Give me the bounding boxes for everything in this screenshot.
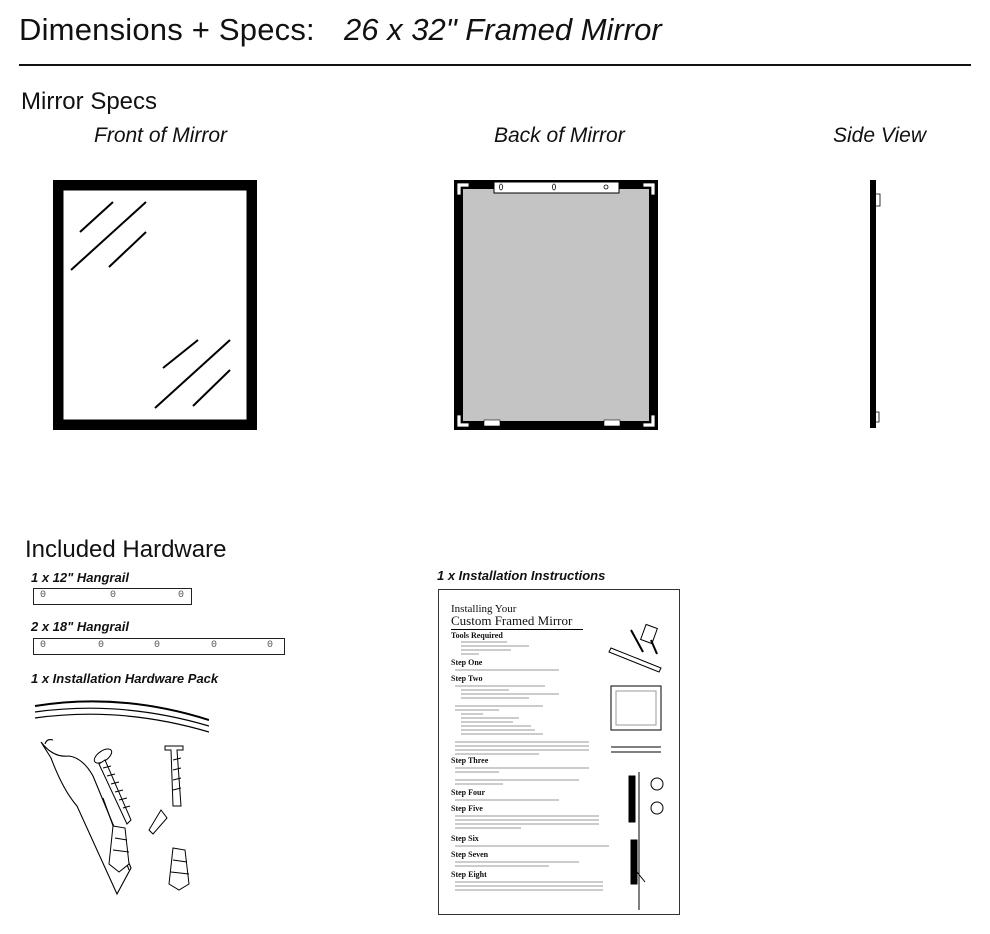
anchor-icon [165, 746, 183, 806]
product-name: 26 x 32" Framed Mirror [344, 12, 662, 47]
instructions-fine-print [439, 590, 679, 914]
back-view-label: Back of Mirror [494, 124, 625, 147]
side-view-diagram [866, 180, 890, 430]
wall-plug-icon [109, 826, 189, 890]
tools-icon [609, 624, 661, 672]
instructions-title-line2: Custom Framed Mirror [451, 613, 573, 628]
hangrail-18-drawing: 0 0 0 0 0 [33, 638, 285, 655]
hangrail-12-drawing: 0 0 0 [33, 588, 192, 605]
hangrail-12-label: 1 x 12" Hangrail [31, 570, 129, 585]
step-six: Step Six [451, 834, 479, 843]
step-eight: Step Eight [451, 870, 487, 879]
mirror-specs-heading: Mirror Specs [21, 88, 158, 115]
header-divider [19, 64, 971, 66]
instructions-title-line1: Installing Your [451, 603, 517, 615]
step-five: Step Five [451, 804, 483, 813]
front-mirror-diagram [53, 180, 257, 430]
hangrail-top [494, 182, 619, 193]
step-one: Step One [451, 658, 483, 667]
hangrail-18-label: 2 x 18" Hangrail [31, 619, 129, 634]
screw-icon [92, 746, 131, 824]
back-mirror-diagram [454, 180, 658, 430]
mini-mount-diagram [629, 772, 663, 910]
small-screw-icon [149, 810, 167, 834]
step-three: Step Three [451, 756, 489, 765]
step-four: Step Four [451, 788, 485, 797]
page-title: Dimensions + Specs: [19, 12, 315, 47]
front-view-label: Front of Mirror [94, 124, 228, 147]
step-tools-required: Tools Required [451, 631, 503, 640]
step-two: Step Two [451, 674, 483, 683]
instructions-sheet [438, 589, 680, 915]
hardware-pack-illustration [33, 698, 209, 903]
step-seven: Step Seven [451, 850, 489, 859]
mini-back-diagram [611, 686, 661, 752]
instructions-label: 1 x Installation Instructions [437, 568, 606, 583]
hardware-pack-label: 1 x Installation Hardware Pack [31, 671, 219, 686]
included-hardware-heading: Included Hardware [25, 536, 227, 563]
side-view-label: Side View [833, 124, 927, 147]
